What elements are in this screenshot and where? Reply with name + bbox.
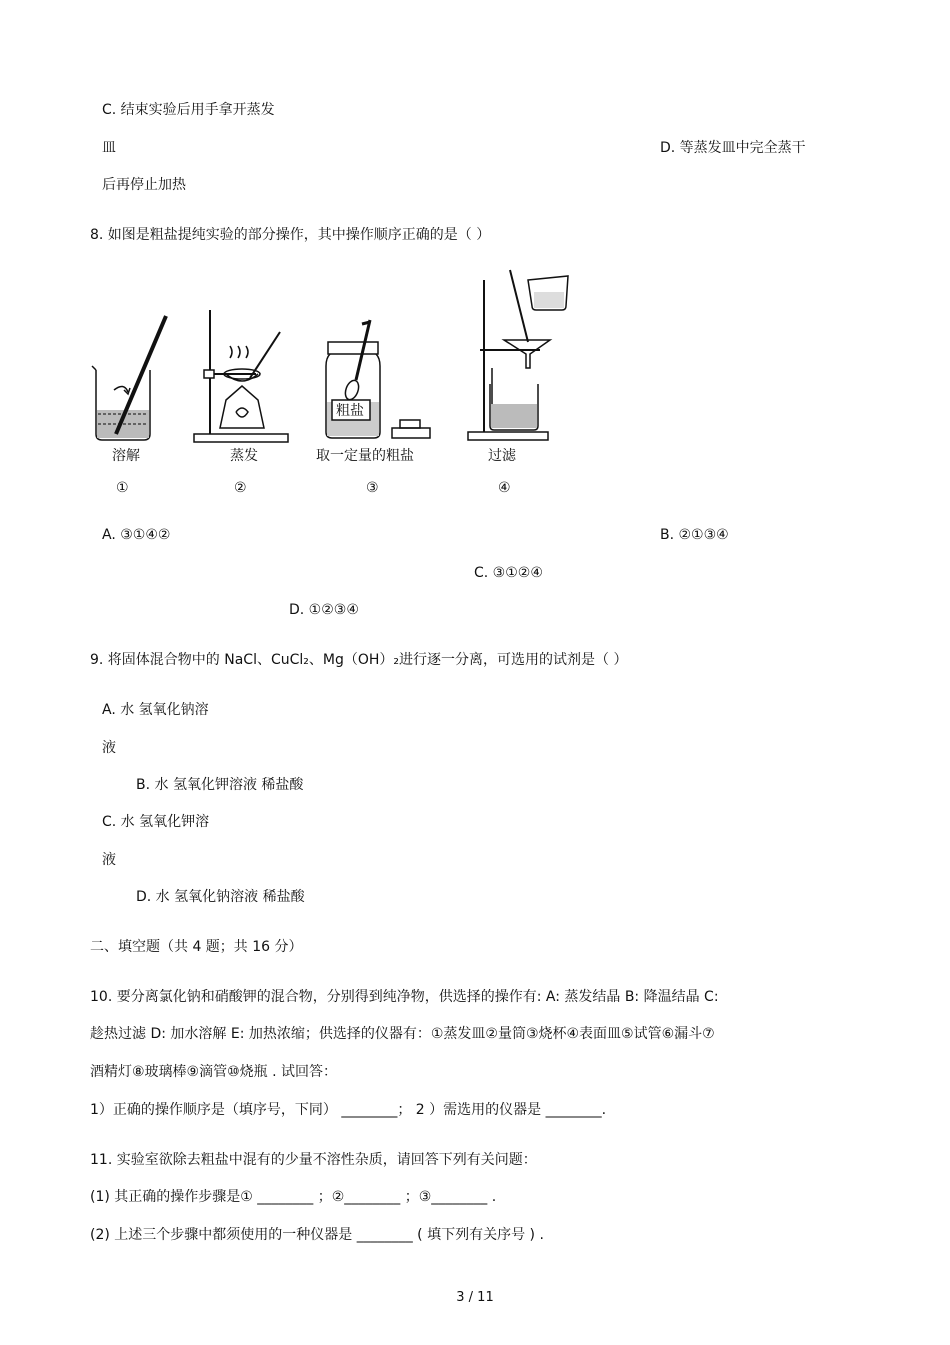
step2-number: ②	[234, 480, 247, 496]
q7-option-d-line1: D. 等蒸发皿中完全蒸干	[660, 140, 806, 156]
q11-sub2: (2) 上述三个步骤中都须使用的一种仪器是 ________ ( 填下列有关序号 ) .	[90, 1227, 544, 1243]
q10-line4: 1）正确的操作顺序是（填序号，下同） ________； 2 ）需选用的仪器是 ________.	[90, 1102, 607, 1118]
salt-jar-apparatus	[326, 320, 430, 438]
evaporation-apparatus	[194, 310, 288, 442]
q8-option-c: C. ③①②④	[474, 565, 543, 581]
q9-option-a-line2: 液	[102, 740, 116, 756]
figure-svg	[80, 262, 600, 502]
q11-sub1: (1) 其正确的操作步骤是① ________ ；②________ ；③________ .	[90, 1189, 497, 1205]
salt-purification-figure	[80, 262, 600, 502]
step4-label: 过滤	[488, 448, 516, 464]
q10-line1: 10. 要分离氯化钠和硝酸钾的混合物，分别得到纯净物，供选择的操作有: A: 蒸发结晶 B: 降温结晶 C:	[90, 989, 719, 1005]
q9-option-c-line2: 液	[102, 852, 116, 868]
q7-option-c-line1: C. 结束实验后用手拿开蒸发	[102, 102, 275, 118]
section2-title: 二、填空题（共 4 题；共 16 分）	[90, 939, 303, 955]
q9-stem: 9. 将固体混合物中的 NaCl、CuCl₂、Mg（OH）₂进行逐一分离，可选用的试剂是（ ）	[90, 652, 628, 668]
q8-option-a: A. ③①④②	[102, 527, 171, 543]
q9-option-b: B. 水 氢氧化钾溶液 稀盐酸	[136, 777, 304, 793]
jar-label: 粗盐	[336, 403, 364, 419]
q10-line2: 趁热过滤 D: 加水溶解 E: 加热浓缩；供选择的仪器有：①蒸发皿②量筒③烧杯④表面皿⑤试管⑥漏斗⑦	[90, 1026, 715, 1042]
q9-option-a-line1: A. 水 氢氧化钠溶	[102, 702, 209, 718]
q9-option-d: D. 水 氢氧化钠溶液 稀盐酸	[136, 889, 305, 905]
q10-line3: 酒精灯⑧玻璃棒⑨滴管⑩烧瓶 . 试回答：	[90, 1064, 338, 1080]
step1-number: ①	[116, 480, 129, 496]
q8-option-b: B. ②①③④	[660, 527, 729, 543]
dissolve-apparatus	[92, 316, 166, 440]
q8-stem: 8. 如图是粗盐提纯实验的部分操作，其中操作顺序正确的是（ ）	[90, 227, 491, 243]
q11-stem: 11. 实验室欲除去粗盐中混有的少量不溶性杂质，请回答下列有关问题：	[90, 1152, 537, 1168]
q8-option-d: D. ①②③④	[289, 602, 359, 618]
step4-number: ④	[498, 480, 511, 496]
q9-option-c-line1: C. 水 氢氧化钾溶	[102, 814, 210, 830]
step3-number: ③	[366, 480, 379, 496]
filtration-apparatus	[468, 270, 568, 440]
page-number: 3 / 11	[456, 1290, 494, 1305]
step3-label: 取一定量的粗盐	[316, 448, 414, 464]
step2-label: 蒸发	[230, 448, 258, 464]
q7-option-c-line2: 皿	[102, 140, 116, 156]
q7-option-d-line2: 后再停止加热	[102, 177, 186, 193]
step1-label: 溶解	[112, 448, 140, 464]
